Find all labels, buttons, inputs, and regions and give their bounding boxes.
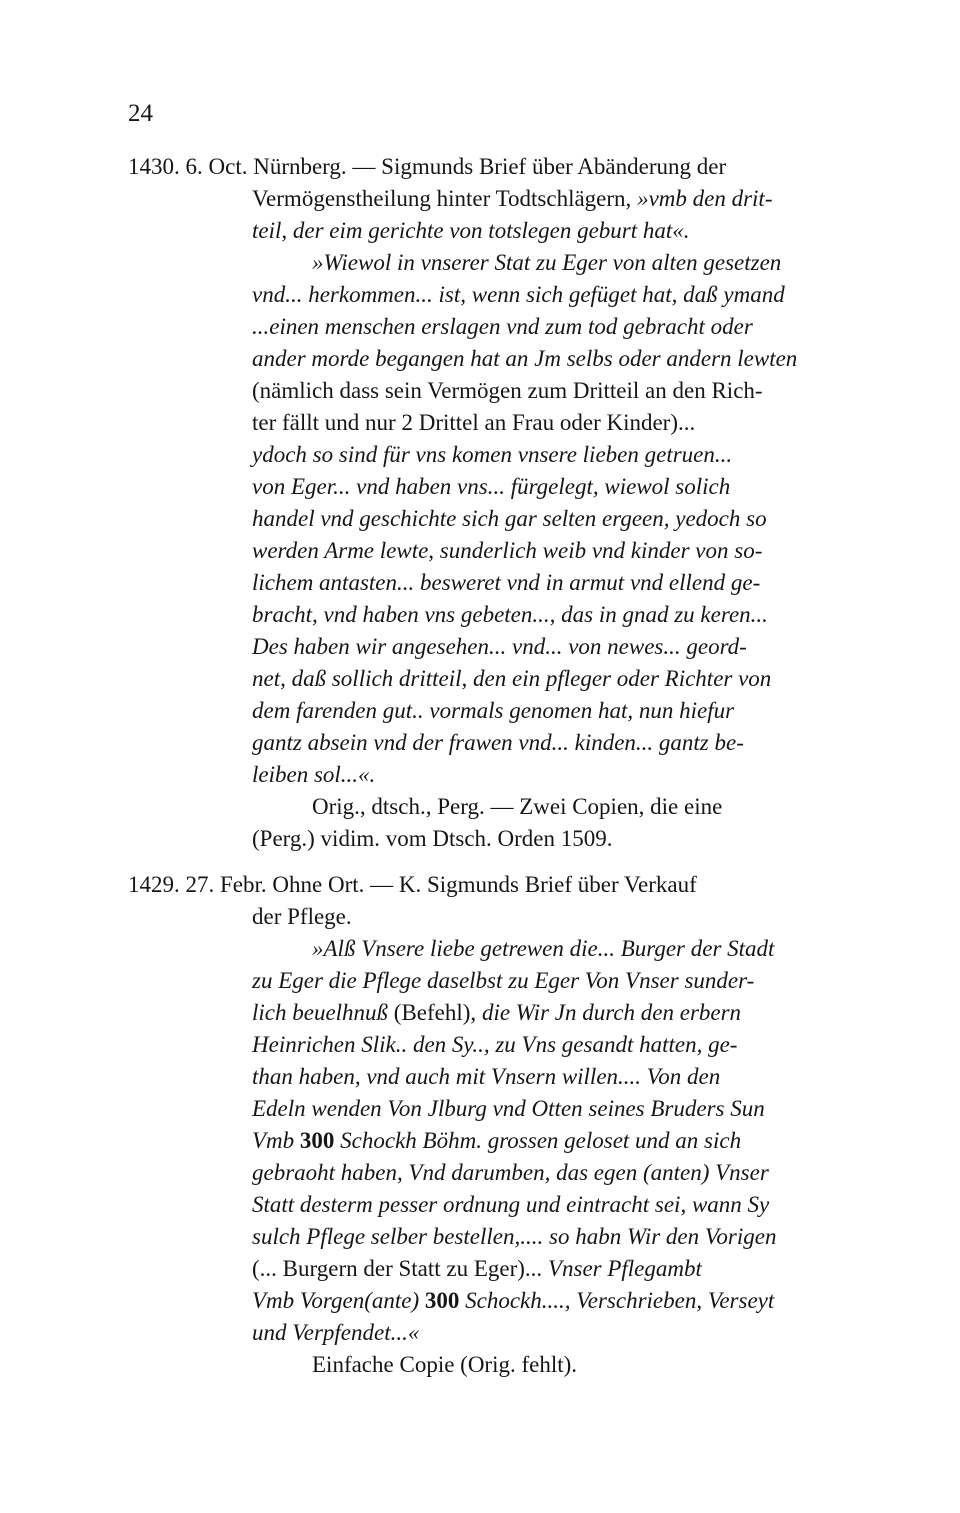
text-line: (... Burgern der Statt zu Eger)... Vnser Pflegambt <box>252 1256 702 1281</box>
quote-line: ...einen menschen erslagen vnd zum tod gebracht oder <box>252 314 753 339</box>
source-note: Orig., dtsch., Perg. — Zwei Copien, die eine <box>312 794 723 819</box>
quote-line: than haben, vnd auch mit Vnsern willen.... Von den <box>252 1064 721 1089</box>
quote-line: zu Eger die Pflege daselbst zu Eger Von Vnser sunder- <box>252 968 755 993</box>
quote-line: Statt desterm pesser ordnung und eintracht sei, wann Sy <box>252 1192 770 1217</box>
quote-line: bracht, vnd haben vns gebeten..., das in gnad zu keren... <box>252 602 768 627</box>
text-line: der Pflege. <box>252 904 352 929</box>
quote-line: vnd... herkommen... ist, wenn sich gefüget hat, daß ymand <box>252 282 785 307</box>
text-line: Vermögenstheilung hinter Todtschlägern, »vmb den drit- <box>252 186 773 211</box>
quote-line: Edeln wenden Von Jlburg vnd Otten seines Bruders Sun <box>252 1096 765 1121</box>
quote-line: Des haben wir angesehen... vnd... von newes... geord- <box>252 634 747 659</box>
quote-line: teil, der eim gerichte von totslegen geburt hat«. <box>252 218 690 243</box>
entry-heading: 1430. 6. Oct. Nürnberg. — Sigmunds Brief über Abänderung der <box>128 154 727 179</box>
quote-line: sulch Pflege selber bestellen,.... so habn Wir den Vorigen <box>252 1224 777 1249</box>
quote-line: Heinrichen Slik.. den Sy.., zu Vns gesandt hatten, ge- <box>252 1032 738 1057</box>
quote-line: »Wiewol in vnserer Stat zu Eger von alten gesetzen <box>312 250 782 275</box>
page-number: 24 <box>128 100 153 127</box>
quote-line: ydoch so sind für vns komen vnsere lieben getruen... <box>252 442 733 467</box>
text-line: (nämlich dass sein Vermögen zum Dritteil an den Rich- <box>252 378 763 403</box>
quote-line: »Alß Vnsere liebe getrewen die... Burger der Stadt <box>312 936 775 961</box>
quote-line: und Verpfendet...« <box>252 1320 420 1345</box>
quote-line: lichem antasten... besweret vnd in armut vnd ellend ge- <box>252 570 761 595</box>
quote-line: handel vnd geschichte sich gar selten ergeen, yedoch so <box>252 506 767 531</box>
source-note: Einfache Copie (Orig. fehlt). <box>312 1352 578 1377</box>
quote-line: dem farenden gut.. vormals genomen hat, nun hiefur <box>252 698 735 723</box>
quote-line: lich beuelhnuß (Befehl), die Wir Jn durch den erbern <box>252 1000 742 1025</box>
quote-line: ander morde begangen hat an Jm selbs oder andern lewten <box>252 346 798 371</box>
text-line: ter fällt und nur 2 Drittel an Frau oder Kinder)... <box>252 410 696 435</box>
quote-line: net, daß sollich dritteil, den ein pfleger oder Richter von <box>252 666 772 691</box>
quote-line: von Eger... vnd haben vns... fürgelegt, wiewol solich <box>252 474 731 499</box>
quote-line: Vmb 300 Schockh Böhm. grossen geloset und an sich <box>252 1128 742 1153</box>
source-note: (Perg.) vidim. vom Dtsch. Orden 1509. <box>252 826 613 851</box>
quote-line: gantz absein vnd der frawen vnd... kinden... gantz be- <box>252 730 744 755</box>
quote-line: gebraoht haben, Vnd darumben, das egen (anten) Vnser <box>252 1160 769 1185</box>
entry-heading: 1429. 27. Febr. Ohne Ort. — K. Sigmunds Brief über Verkauf <box>128 872 697 897</box>
quote-line: werden Arme lewte, sunderlich weib vnd kinder von so- <box>252 538 763 563</box>
quote-line: leiben sol...«. <box>252 762 376 787</box>
quote-line: Vmb Vorgen(ante) 300 Schockh...., Verschrieben, Verseyt <box>252 1288 775 1313</box>
